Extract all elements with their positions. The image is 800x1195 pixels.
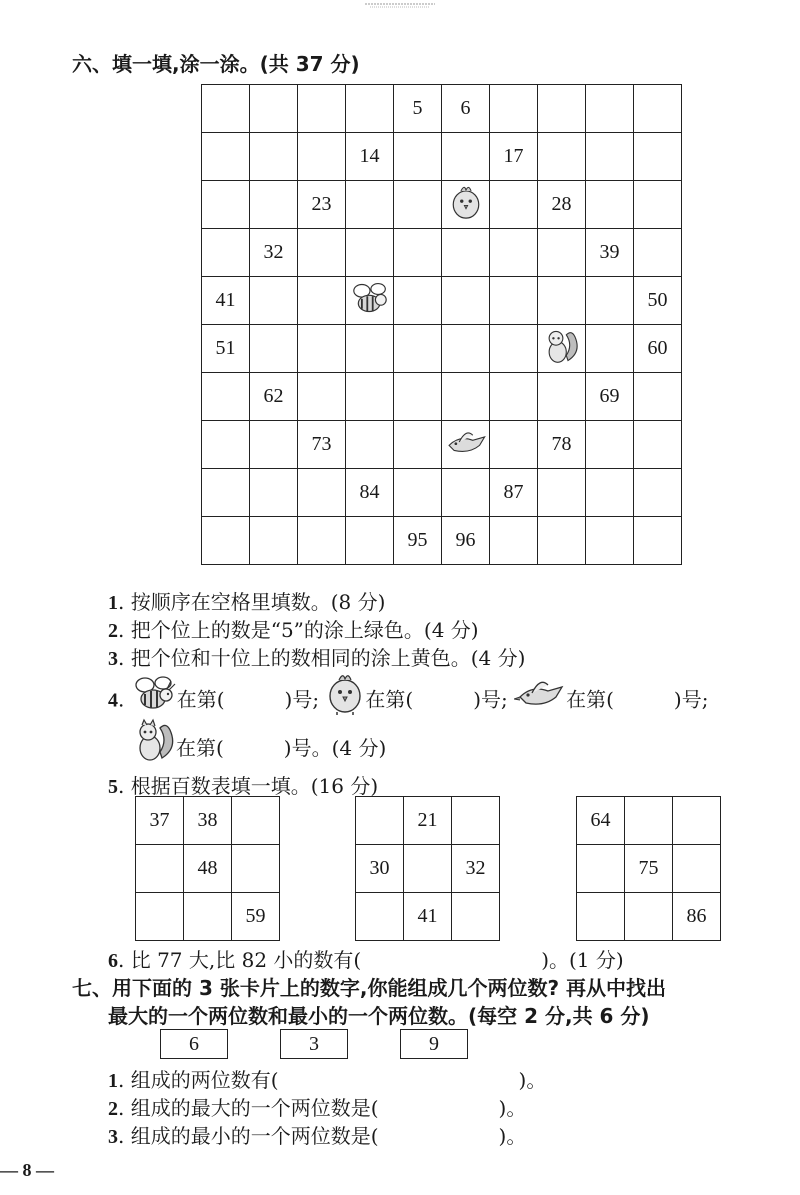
small-grid-cell bbox=[356, 797, 404, 845]
hundred-chart-cell bbox=[346, 277, 394, 325]
hundred-chart-cell bbox=[298, 133, 346, 181]
hundred-chart-cell: 73 bbox=[298, 421, 346, 469]
small-grid-cell bbox=[577, 845, 625, 893]
hundred-chart-row bbox=[202, 469, 682, 517]
hundred-chart-cell bbox=[394, 277, 442, 325]
hundred-chart-row bbox=[202, 229, 682, 277]
hundred-chart-cell bbox=[634, 517, 682, 565]
small-grid-row bbox=[136, 797, 280, 845]
small-grid-cell: 59 bbox=[232, 893, 280, 941]
hundred-chart-cell bbox=[394, 469, 442, 517]
question-text: . 比 77 大,比 82 小的数有( )。(1 分) bbox=[118, 948, 624, 972]
small-grid-cell: 37 bbox=[136, 797, 184, 845]
hundred-chart-row bbox=[202, 373, 682, 421]
question-number: 1 bbox=[108, 592, 118, 614]
hundred-chart-cell bbox=[634, 421, 682, 469]
hundred-chart-cell bbox=[490, 421, 538, 469]
question-6-5 bbox=[108, 770, 378, 799]
hundred-chart-cell bbox=[394, 181, 442, 229]
squirrel-answer: 在第( )号。(4 分) bbox=[176, 736, 387, 760]
question-dot: . bbox=[118, 687, 125, 712]
chick-icon bbox=[449, 182, 483, 228]
small-grid-cell bbox=[136, 893, 184, 941]
hundred-chart-cell bbox=[202, 85, 250, 133]
small-grid-1 bbox=[135, 796, 280, 941]
question-6-3 bbox=[108, 642, 525, 671]
question-text: . 组成的两位数有( )。 bbox=[118, 1068, 547, 1092]
hundred-chart-cell bbox=[442, 373, 490, 421]
hundred-chart-cell: 84 bbox=[346, 469, 394, 517]
small-grid-2 bbox=[355, 796, 500, 941]
hundred-chart-cell bbox=[250, 181, 298, 229]
hundred-chart-cell bbox=[538, 85, 586, 133]
hundred-chart-cell bbox=[586, 517, 634, 565]
hundred-chart-row bbox=[202, 325, 682, 373]
small-grid-cell bbox=[404, 845, 452, 893]
question-number: 2 bbox=[108, 620, 118, 642]
small-grid-cell bbox=[452, 893, 500, 941]
hundred-chart-cell: 32 bbox=[250, 229, 298, 277]
small-grid-row bbox=[136, 845, 280, 893]
hundred-chart-cell bbox=[298, 469, 346, 517]
bee-answer: 在第( )号; bbox=[176, 687, 320, 712]
question-text: . 根据百数表填一填。(16 分) bbox=[118, 774, 379, 798]
hundred-chart-cell bbox=[298, 373, 346, 421]
hundred-chart-cell bbox=[490, 85, 538, 133]
small-grid-row bbox=[577, 845, 721, 893]
hundred-chart-cell bbox=[346, 373, 394, 421]
small-grid-row bbox=[356, 893, 500, 941]
small-grid-cell: 21 bbox=[404, 797, 452, 845]
hundred-chart-cell bbox=[346, 421, 394, 469]
hundred-chart-cell bbox=[634, 373, 682, 421]
hundred-chart-cell bbox=[490, 229, 538, 277]
hundred-chart-cell bbox=[586, 277, 634, 325]
small-grid-cell bbox=[673, 845, 721, 893]
hundred-chart-cell: 96 bbox=[442, 517, 490, 565]
question-6-1 bbox=[108, 586, 385, 615]
hundred-chart-row bbox=[202, 517, 682, 565]
hundred-chart-cell bbox=[538, 325, 586, 373]
hundred-chart-cell bbox=[202, 373, 250, 421]
hundred-chart-cell: 87 bbox=[490, 469, 538, 517]
bee-icon bbox=[349, 280, 391, 322]
hundred-chart-cell bbox=[586, 85, 634, 133]
hundred-chart-cell bbox=[346, 85, 394, 133]
small-grid-row bbox=[577, 893, 721, 941]
section-7-title-line-2: 最大的一个两位数和最小的一个两位数。(每空 2 分,共 6 分) bbox=[108, 1004, 650, 1028]
hundred-chart-cell: 69 bbox=[586, 373, 634, 421]
hundred-chart-cell bbox=[442, 421, 490, 469]
hundred-chart-cell bbox=[250, 85, 298, 133]
hundred-chart-cell: 60 bbox=[634, 325, 682, 373]
small-grid-cell: 30 bbox=[356, 845, 404, 893]
small-grid-cell: 86 bbox=[673, 893, 721, 941]
section-6-title: 六、填一填,涂一涂。(共 37 分) bbox=[72, 52, 360, 76]
hundred-chart-cell bbox=[490, 373, 538, 421]
question-number: 5 bbox=[108, 776, 118, 798]
squirrel-icon bbox=[544, 326, 580, 372]
question-number: 6 bbox=[108, 950, 118, 972]
small-grid-cell: 41 bbox=[404, 893, 452, 941]
question-6-4-continued bbox=[134, 718, 386, 766]
small-grid-row bbox=[136, 893, 280, 941]
hundred-chart-cell bbox=[202, 469, 250, 517]
hundred-chart-cell bbox=[538, 133, 586, 181]
hundred-chart-cell bbox=[586, 421, 634, 469]
section-7-title-line-1: 七、用下面的 3 张卡片上的数字,你能组成几个两位数? 再从中找出 bbox=[72, 976, 667, 1000]
hundred-chart-row bbox=[202, 85, 682, 133]
small-grid-cell bbox=[184, 893, 232, 941]
hundred-chart-cell bbox=[346, 325, 394, 373]
hundred-chart-cell bbox=[298, 325, 346, 373]
small-grid-cell bbox=[232, 845, 280, 893]
hundred-chart-cell bbox=[394, 229, 442, 277]
bird-answer: 在第( )号; bbox=[566, 687, 709, 712]
hundred-chart-cell bbox=[538, 517, 586, 565]
small-grid-cell: 75 bbox=[625, 845, 673, 893]
hundred-chart-cell: 5 bbox=[394, 85, 442, 133]
hundred-chart-cell bbox=[442, 229, 490, 277]
hundred-chart-cell bbox=[346, 181, 394, 229]
question-text: . 把个位上的数是“5”的涂上绿色。(4 分) bbox=[118, 618, 479, 642]
small-grid-cell bbox=[577, 893, 625, 941]
small-grid-cell: 38 bbox=[184, 797, 232, 845]
hundred-chart-cell bbox=[394, 421, 442, 469]
small-grid-3 bbox=[576, 796, 721, 941]
hundred-chart-cell bbox=[634, 469, 682, 517]
hundred-chart-cell bbox=[298, 517, 346, 565]
hundred-chart-cell bbox=[298, 229, 346, 277]
header-scan-marks bbox=[365, 2, 435, 8]
question-number: 3 bbox=[108, 1126, 118, 1148]
hundred-chart-cell bbox=[634, 85, 682, 133]
hundred-chart-cell bbox=[202, 229, 250, 277]
hundred-chart bbox=[201, 84, 682, 565]
number-card-3: 9 bbox=[400, 1029, 468, 1059]
hundred-chart-cell bbox=[346, 517, 394, 565]
hundred-chart-cell: 62 bbox=[250, 373, 298, 421]
small-grid-cell bbox=[136, 845, 184, 893]
question-text: . 组成的最小的一个两位数是( )。 bbox=[118, 1124, 527, 1148]
hundred-chart-cell bbox=[538, 229, 586, 277]
hundred-chart-cell bbox=[634, 181, 682, 229]
hundred-chart-cell bbox=[202, 517, 250, 565]
hundred-chart-cell bbox=[442, 133, 490, 181]
hundred-chart-cell bbox=[298, 85, 346, 133]
hundred-chart-cell bbox=[586, 181, 634, 229]
hundred-chart-cell bbox=[586, 469, 634, 517]
hundred-chart-cell bbox=[442, 325, 490, 373]
hundred-chart-cell: 39 bbox=[586, 229, 634, 277]
hundred-chart-row bbox=[202, 421, 682, 469]
question-7-2 bbox=[108, 1092, 526, 1121]
question-number: 1 bbox=[108, 1070, 118, 1092]
hundred-chart-cell bbox=[442, 277, 490, 325]
hundred-chart-cell: 28 bbox=[538, 181, 586, 229]
small-grid-row bbox=[356, 845, 500, 893]
small-grid-cell: 48 bbox=[184, 845, 232, 893]
small-grid-cell: 64 bbox=[577, 797, 625, 845]
question-6-4 bbox=[108, 670, 708, 716]
small-grid-cell bbox=[673, 797, 721, 845]
hundred-chart-cell: 23 bbox=[298, 181, 346, 229]
bird-icon bbox=[514, 673, 566, 729]
question-number: 3 bbox=[108, 648, 118, 670]
question-text: . 组成的最大的一个两位数是( )。 bbox=[118, 1096, 527, 1120]
hundred-chart-cell bbox=[586, 325, 634, 373]
hundred-chart-cell bbox=[490, 517, 538, 565]
hundred-chart-cell: 14 bbox=[346, 133, 394, 181]
hundred-chart-cell bbox=[298, 277, 346, 325]
hundred-chart-cell bbox=[250, 421, 298, 469]
hundred-chart-cell: 95 bbox=[394, 517, 442, 565]
question-text: . 把个位和十位上的数相同的涂上黄色。(4 分) bbox=[118, 646, 526, 670]
hundred-chart-cell bbox=[442, 181, 490, 229]
hundred-chart-cell: 78 bbox=[538, 421, 586, 469]
hundred-chart-cell bbox=[394, 325, 442, 373]
page-number: — 8 — bbox=[0, 1160, 54, 1180]
bird-icon bbox=[444, 425, 488, 465]
small-grid-row bbox=[577, 797, 721, 845]
hundred-chart-cell bbox=[202, 181, 250, 229]
number-card-1: 6 bbox=[160, 1029, 228, 1059]
hundred-chart-cell: 51 bbox=[202, 325, 250, 373]
question-number: 4 bbox=[108, 689, 118, 712]
hundred-chart-row bbox=[202, 181, 682, 229]
question-6-2 bbox=[108, 614, 479, 643]
hundred-chart-cell bbox=[490, 181, 538, 229]
hundred-chart-cell bbox=[346, 229, 394, 277]
hundred-chart-cell bbox=[538, 277, 586, 325]
hundred-chart-cell bbox=[586, 133, 634, 181]
hundred-chart-cell bbox=[634, 133, 682, 181]
hundred-chart-cell bbox=[538, 373, 586, 421]
small-grid-cell bbox=[452, 797, 500, 845]
question-6-6 bbox=[108, 944, 624, 973]
hundred-chart-cell bbox=[490, 325, 538, 373]
small-grid-cell bbox=[232, 797, 280, 845]
small-grid-cell bbox=[625, 797, 673, 845]
question-number: 2 bbox=[108, 1098, 118, 1120]
hundred-chart-cell bbox=[490, 277, 538, 325]
small-grid-cell: 32 bbox=[452, 845, 500, 893]
number-card-2: 3 bbox=[280, 1029, 348, 1059]
hundred-chart-cell bbox=[250, 517, 298, 565]
hundred-chart-cell: 50 bbox=[634, 277, 682, 325]
small-grid-row bbox=[356, 797, 500, 845]
hundred-chart-row bbox=[202, 277, 682, 325]
hundred-chart-cell: 41 bbox=[202, 277, 250, 325]
hundred-chart-cell bbox=[394, 133, 442, 181]
question-text: . 按顺序在空格里填数。(8 分) bbox=[118, 590, 386, 614]
hundred-chart-cell bbox=[538, 469, 586, 517]
hundred-chart-cell bbox=[442, 469, 490, 517]
hundred-chart-row bbox=[202, 133, 682, 181]
hundred-chart-cell bbox=[250, 469, 298, 517]
hundred-chart-cell bbox=[250, 325, 298, 373]
small-grid-cell bbox=[625, 893, 673, 941]
hundred-chart-cell bbox=[250, 133, 298, 181]
question-7-3 bbox=[108, 1120, 526, 1149]
chick-answer: 在第( )号; bbox=[365, 687, 508, 712]
hundred-chart-cell: 17 bbox=[490, 133, 538, 181]
hundred-chart-cell: 6 bbox=[442, 85, 490, 133]
small-grid-cell bbox=[356, 893, 404, 941]
hundred-chart-cell bbox=[250, 277, 298, 325]
question-7-1 bbox=[108, 1064, 546, 1093]
hundred-chart-cell bbox=[634, 229, 682, 277]
hundred-chart-cell bbox=[202, 133, 250, 181]
hundred-chart-cell bbox=[202, 421, 250, 469]
hundred-chart-cell bbox=[394, 373, 442, 421]
